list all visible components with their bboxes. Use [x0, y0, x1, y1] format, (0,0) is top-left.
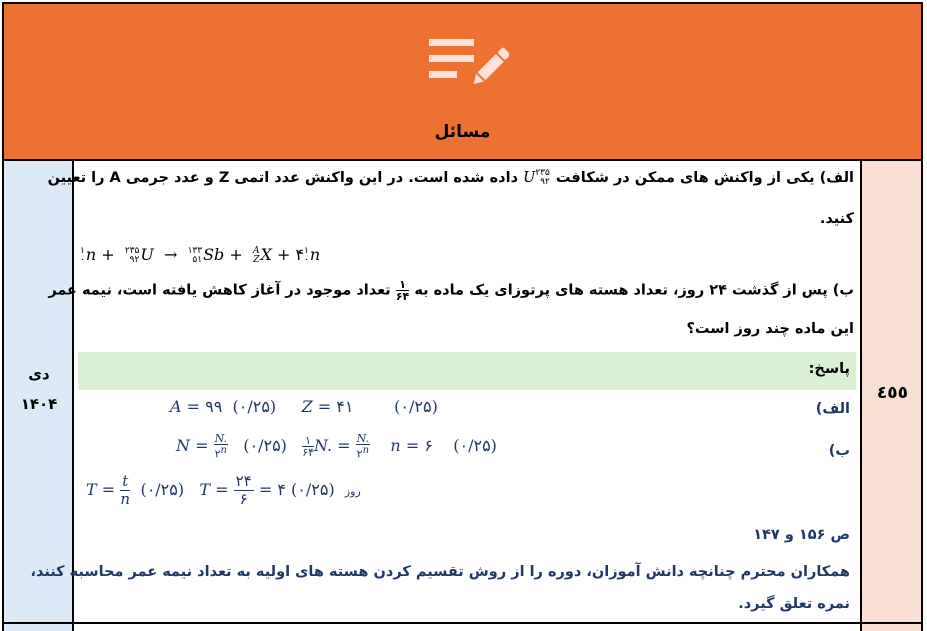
date-year: ۱۴۰۴	[20, 395, 58, 413]
part-a-line1: الف) یکی از واکنش های ممکن در شکافت ۲۳۵ ۹۲U داده شده است. در این واکنش عدد اتمی Z و عدد جرمی A را تعیین	[47, 168, 854, 187]
half-life-equations: T = $\frac{t}{n}$ (۰/۲۵) T = $\frac{۲۴}{۶}$ = ۴ روز (۰/۲۵)	[86, 472, 361, 508]
section-title: مسائل	[434, 122, 491, 142]
part-b-line1: ب) پس از گذشت ۲۴ روز، تعداد هسته های پرتوزای یک ماده به $\frac{۱}{۶۴}$ تعداد موجود در آغاز کاهش یافته است، نیمه عمر	[48, 278, 854, 303]
notes-pencil-icon	[429, 36, 509, 102]
answer-part-b-label: ب)	[828, 443, 850, 459]
question-row	[2, 161, 923, 631]
fission-reaction-equation: ۱ ۰n + ۲۳۵ ۹۲U → ۱۳۳ ۵۱Sb + A ZX + ۴۱ ۰n	[80, 245, 321, 265]
section-header	[2, 2, 923, 161]
answer-label: پاسخ:	[808, 361, 850, 377]
grading-note-line1: همکاران محترم چنانچه دانش آموزان، دوره را از روش تقسیم کردن هسته های اولیه به تعداد نیمه عمر محاسبه کنند،	[30, 564, 850, 580]
score-column	[860, 161, 923, 631]
textbook-reference: ص ۱۵۶ و ۱۴۷	[753, 527, 850, 543]
grading-note-line2: نمره تعلق گیرد.	[738, 596, 850, 612]
date-column	[2, 161, 74, 631]
answer-header-bar	[78, 352, 856, 390]
answer-part-a-label: الف)	[815, 401, 850, 417]
date-month: دی	[28, 365, 50, 383]
part-a-line2: کنید.	[819, 211, 854, 227]
answer-part-a-equations: A = ۹۹ (۰/۲۵) Z = ۴۱ (۰/۲۵)	[170, 397, 438, 416]
score-value: ٤٥٥	[876, 383, 909, 403]
answer-part-b-equations: N = $\frac{N.}{۲^n}$ (۰/۲۵) $\frac{۱}{۶۴}$ N. = $\frac{N.}{۲^n}$ n = ۶ (۰/۲۵)	[176, 432, 497, 461]
row-bottom-border	[2, 622, 923, 624]
part-b-line2: این ماده چند روز است؟	[686, 321, 854, 337]
uranium-nuclide: ۲۳۵ ۹۲U	[523, 168, 550, 187]
fraction-one-64: $\frac{۱}{۶۴}$	[395, 278, 410, 303]
